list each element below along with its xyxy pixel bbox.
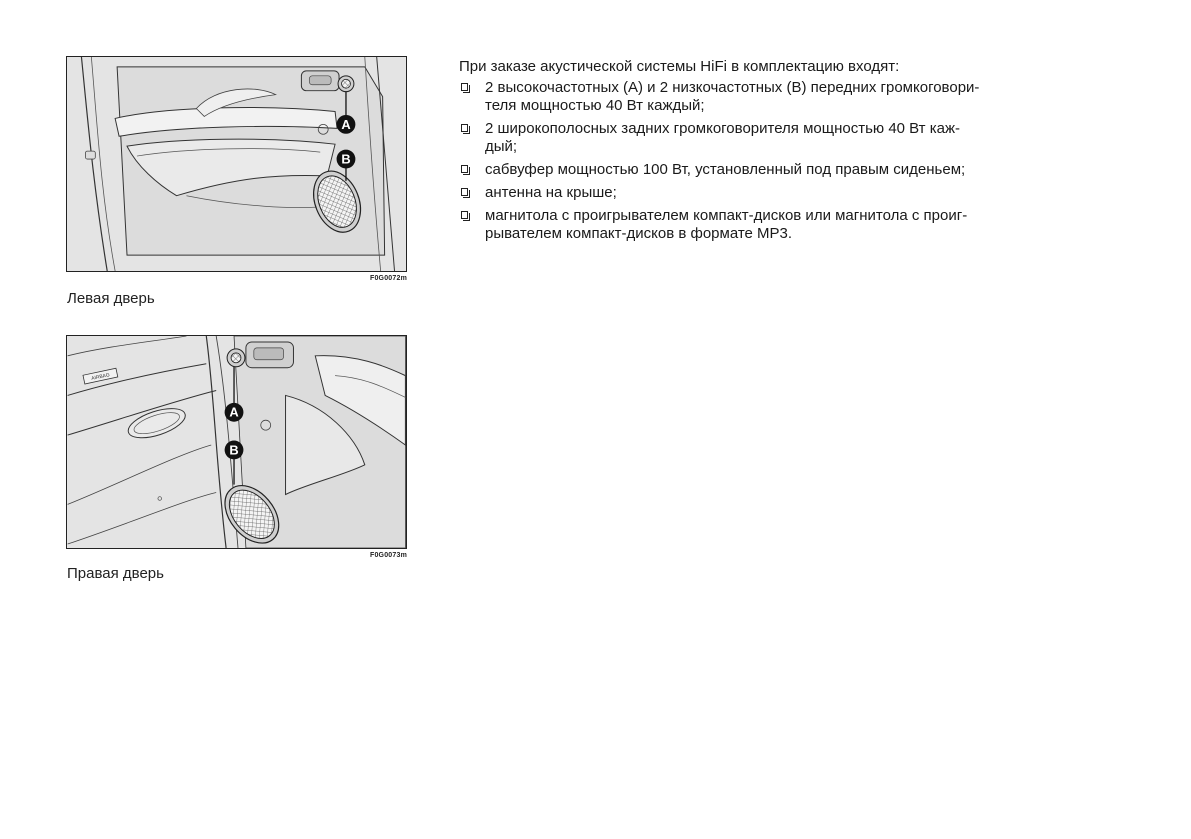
list-item-text: антенна на крыше;: [485, 184, 617, 201]
figure-left-door: [66, 56, 407, 307]
list-item: [459, 207, 1099, 243]
svg-text:A: A: [341, 116, 351, 132]
checkbox-bullet-icon: [461, 165, 468, 173]
list-item: [459, 79, 1099, 115]
callout-a-right: [225, 403, 244, 422]
list-item: [459, 184, 1099, 202]
checkbox-bullet-icon: [461, 211, 468, 219]
callout-b-left: [337, 150, 356, 169]
intro-text: При заказе акустической системы HiFi в комплектацию входят:: [459, 58, 900, 75]
figure-right-door: [66, 335, 407, 582]
list-item-text: 2 широкополосных задних громкоговорителя мощностью 40 Вт каж- дый;: [485, 120, 960, 155]
hifi-description: [459, 57, 1099, 248]
figure-caption: Правая дверь: [67, 565, 164, 582]
callout-b-right: [225, 441, 244, 460]
list-item: [459, 161, 1099, 179]
checkbox-bullet-icon: [461, 188, 468, 196]
checkbox-bullet-icon: [461, 124, 468, 132]
svg-text:B: B: [229, 442, 239, 458]
list-item-text: сабвуфер мощностью 100 Вт, установленный под правым сиденьем;: [485, 161, 966, 178]
checkbox-bullet-icon: [461, 83, 468, 91]
figure-code: F0G0072m: [369, 275, 407, 282]
component-list: [459, 79, 1099, 243]
figure-caption: Левая дверь: [67, 290, 155, 307]
svg-text:AIRBAG: AIRBAG: [91, 373, 111, 382]
list-item-text: 2 высокочастотных (A) и 2 низкочастотных (B) передних громкоговори- теля мощностью 40 Вт каждый;: [485, 79, 980, 114]
list-item-text: магнитола с проигрывателем компакт-дисков или магнитола с проиг- рывателем компакт-дисков в формате MP3.: [485, 207, 968, 242]
svg-text:B: B: [341, 151, 351, 167]
figure-code: F0G0073m: [369, 552, 407, 559]
svg-text:A: A: [229, 404, 239, 420]
left-door-illustration: [66, 56, 407, 272]
right-door-illustration: [66, 335, 407, 549]
list-item: [459, 120, 1099, 156]
callout-a-left: [337, 115, 356, 134]
